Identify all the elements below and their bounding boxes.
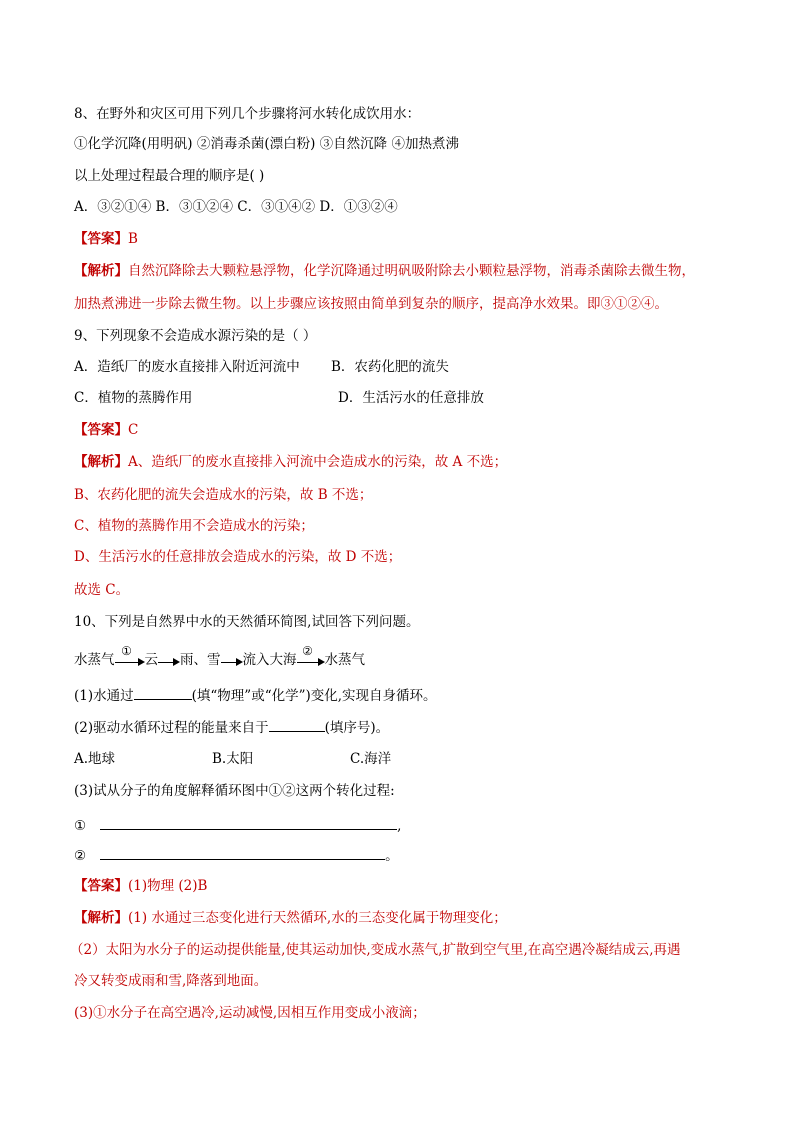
analysis-tag: 【解析】	[74, 454, 128, 470]
arrow-right-icon	[221, 654, 243, 668]
answer-blank[interactable]	[100, 815, 397, 830]
answer-blank[interactable]	[269, 717, 325, 732]
q10-analysis-2: （2）太阳为水分子的运动提供能量,使其运动加快,变成水蒸气,扩散到空气里,在高空遇冷凝结成云,再遇	[70, 942, 681, 958]
arrow-label: ②	[302, 643, 313, 658]
q10-analysis-3: 冷又转变成雨和雪,降落到地面。	[74, 973, 268, 989]
q10-opt-c: C.海洋	[350, 751, 392, 767]
cycle-item-sea: 流入大海	[242, 652, 297, 668]
arrow-right-icon	[115, 643, 145, 668]
blank-label: ②	[74, 848, 87, 864]
cycle-item-cloud: 云	[144, 652, 158, 668]
cycle-item-rain-snow: 雨、雪	[180, 652, 221, 668]
sub1-text: (1)水通过	[74, 688, 134, 704]
q9-analysis-d: D、生活污水的任意排放会造成水的污染，故 D 不选；	[74, 549, 402, 565]
q10-opt-a: A.地球	[74, 751, 116, 767]
q10-sub1	[74, 685, 437, 706]
answer-blank[interactable]	[134, 685, 192, 700]
q9-option-a: A．造纸厂的废水直接排入附近河流中	[74, 359, 300, 375]
q8-steps: ①化学沉降(用明矾) ②消毒杀菌(漂白粉) ③自然沉降 ④加热煮沸	[74, 136, 459, 152]
q8-analysis-1	[74, 261, 695, 281]
q9-option-c: C．植物的蒸腾作用	[74, 390, 193, 406]
q10-opt-b: B.太阳	[212, 751, 254, 767]
blank-end: ,	[397, 818, 402, 834]
q8-stem: 8、在野外和灾区可用下列几个步骤将河水转化成饮用水：	[74, 106, 421, 122]
q10-sub3: (3)试从分子的角度解释循环图中①②这两个转化过程:	[74, 783, 395, 799]
q10-sub2	[74, 717, 389, 738]
analysis-tag: 【解析】	[74, 910, 128, 926]
q9-analysis-c: C、植物的蒸腾作用不会造成水的污染；	[74, 518, 314, 534]
answer-tag: 【答案】	[74, 422, 128, 438]
q9-analysis-b: B、农药化肥的流失会造成水的污染，故 B 不选；	[74, 487, 373, 503]
arrow-label: ①	[121, 643, 132, 658]
q9-option-b: B．农药化肥的流失	[331, 359, 449, 375]
analysis-text: A、造纸厂的废水直接排入河流中会造成水的污染，故 A 不选；	[128, 454, 508, 470]
q9-analysis-a	[74, 452, 507, 472]
analysis-text: 自然沉降除去大颗粒悬浮物，化学沉降通过明矾吸附除去小颗粒悬浮物，消毒杀菌除去微生物，	[128, 263, 695, 279]
q9-answer	[74, 420, 138, 440]
answer-blank[interactable]	[100, 845, 385, 860]
q10-answer	[74, 876, 207, 896]
analysis-text: (1) 水通过三态变化进行天然循环,水的三态变化属于物理变化；	[128, 910, 507, 926]
sub2-text: (2)驱动水循环过程的能量来自于	[74, 720, 269, 736]
answer-value: B	[128, 231, 138, 247]
q9-conclusion: 故选 C。	[74, 582, 130, 598]
q10-blank-line-1	[74, 815, 401, 836]
q9-option-d: D．生活污水的任意排放	[338, 390, 484, 406]
cycle-item-vapor: 水蒸气	[74, 652, 115, 668]
q10-stem: 10、下列是自然界中水的天然循环简图,试回答下列问题。	[74, 614, 420, 630]
blank-end: 。	[385, 848, 399, 864]
analysis-tag: 【解析】	[74, 263, 128, 279]
blank-label: ①	[74, 818, 87, 834]
q8-answer	[74, 229, 138, 249]
sub1-hint: (填“物理”或“化学”)变化,实现自身循环。	[191, 688, 437, 704]
q10-analysis-4: (3)①水分子在高空遇冷,运动减慢,因相互作用变成小液滴；	[74, 1005, 426, 1021]
answer-tag: 【答案】	[74, 878, 128, 894]
cycle-item-vapor-2: 水蒸气	[324, 652, 365, 668]
arrow-right-icon	[297, 643, 325, 668]
q10-blank-line-2	[74, 845, 399, 866]
q8-options: A．③②①④ B．③①②④ C．③①④② D．①③②④	[74, 199, 398, 215]
arrow-right-icon	[158, 654, 180, 668]
answer-value: (1)物理 (2)B	[128, 878, 208, 894]
answer-tag: 【答案】	[74, 231, 128, 247]
answer-value: C	[128, 422, 139, 438]
q10-analysis-1	[74, 908, 507, 928]
q9-stem: 9、下列现象不会造成水源污染的是（ ）	[74, 328, 317, 344]
water-cycle-diagram	[74, 643, 365, 670]
q8-analysis-2: 加热煮沸进一步除去微生物。以上步骤应该按照由简单到复杂的顺序，提高净水效果。即③①②④。	[74, 296, 668, 312]
q8-question: 以上处理过程最合理的顺序是( )	[74, 168, 265, 184]
sub2-hint: (填序号)。	[324, 720, 390, 736]
